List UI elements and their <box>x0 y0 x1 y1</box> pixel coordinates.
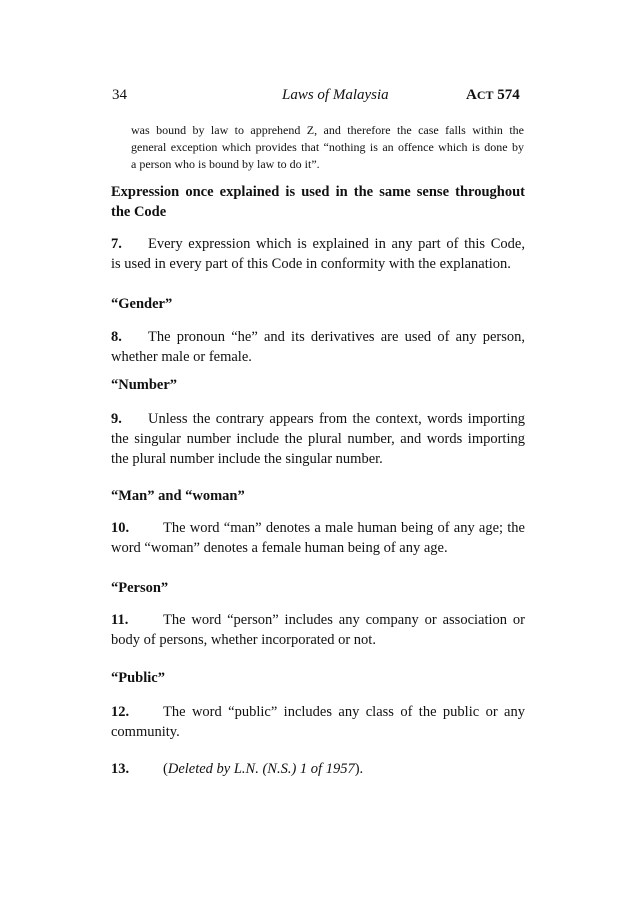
section-number: 7. <box>111 236 122 252</box>
section-body: 9. Unless the contrary appears from the context, words importing the singular number include the plural number, and words importing the plural number include the singular number. <box>111 411 525 467</box>
section-heading: “Gender” <box>111 296 173 312</box>
illustration-text <box>131 122 524 173</box>
section-body: 10. The word “man” denotes a male human being of any age; the word “woman” denotes a female human being of any age. <box>111 520 525 556</box>
section-body: 13. (Deleted by L.N. (N.S.) 1 of 1957). <box>111 761 364 777</box>
illustration-line: was bound by law to apprehend Z, and therefore the case falls within the <box>131 123 524 137</box>
section-number: 9. <box>111 411 122 427</box>
illustration-line: a person who is bound by law to do it”. <box>131 157 320 171</box>
section-number: 8. <box>111 329 122 345</box>
section-heading: “Public” <box>111 670 165 686</box>
illustration-line: general exception which provides that “nothing is an offence which is done by <box>131 140 524 154</box>
page-header <box>112 87 532 107</box>
act-label: ACT 574 <box>466 87 520 103</box>
publication-title: Laws of Malaysia <box>282 87 389 103</box>
section-body: 8. The pronoun “he” and its derivatives are used of any person, whether male or female. <box>111 329 525 365</box>
deleted-note: Deleted by L.N. (N.S.) 1 of 1957 <box>167 761 355 777</box>
section-body: 11. The word “person” includes any company or association or body of persons, whether incorporated or not. <box>111 612 525 648</box>
section-number: 10. <box>111 520 130 536</box>
section-heading: “Person” <box>111 580 169 596</box>
page-number: 34 <box>112 87 127 103</box>
section-heading: “Man” and “woman” <box>111 488 245 504</box>
section-number: 12. <box>111 704 130 720</box>
section-heading: Expression once explained is used in the same sense throughout the Code <box>111 184 525 220</box>
section-number: 13. <box>111 761 130 777</box>
section-body: 12. The word “public” includes any class of the public or any community. <box>111 704 525 740</box>
section-heading: “Number” <box>111 377 178 393</box>
section-body: 7. Every expression which is explained in any part of this Code, is used in every part of this Code in conformity with the explanation. <box>111 236 525 272</box>
section-number: 11. <box>111 612 129 628</box>
